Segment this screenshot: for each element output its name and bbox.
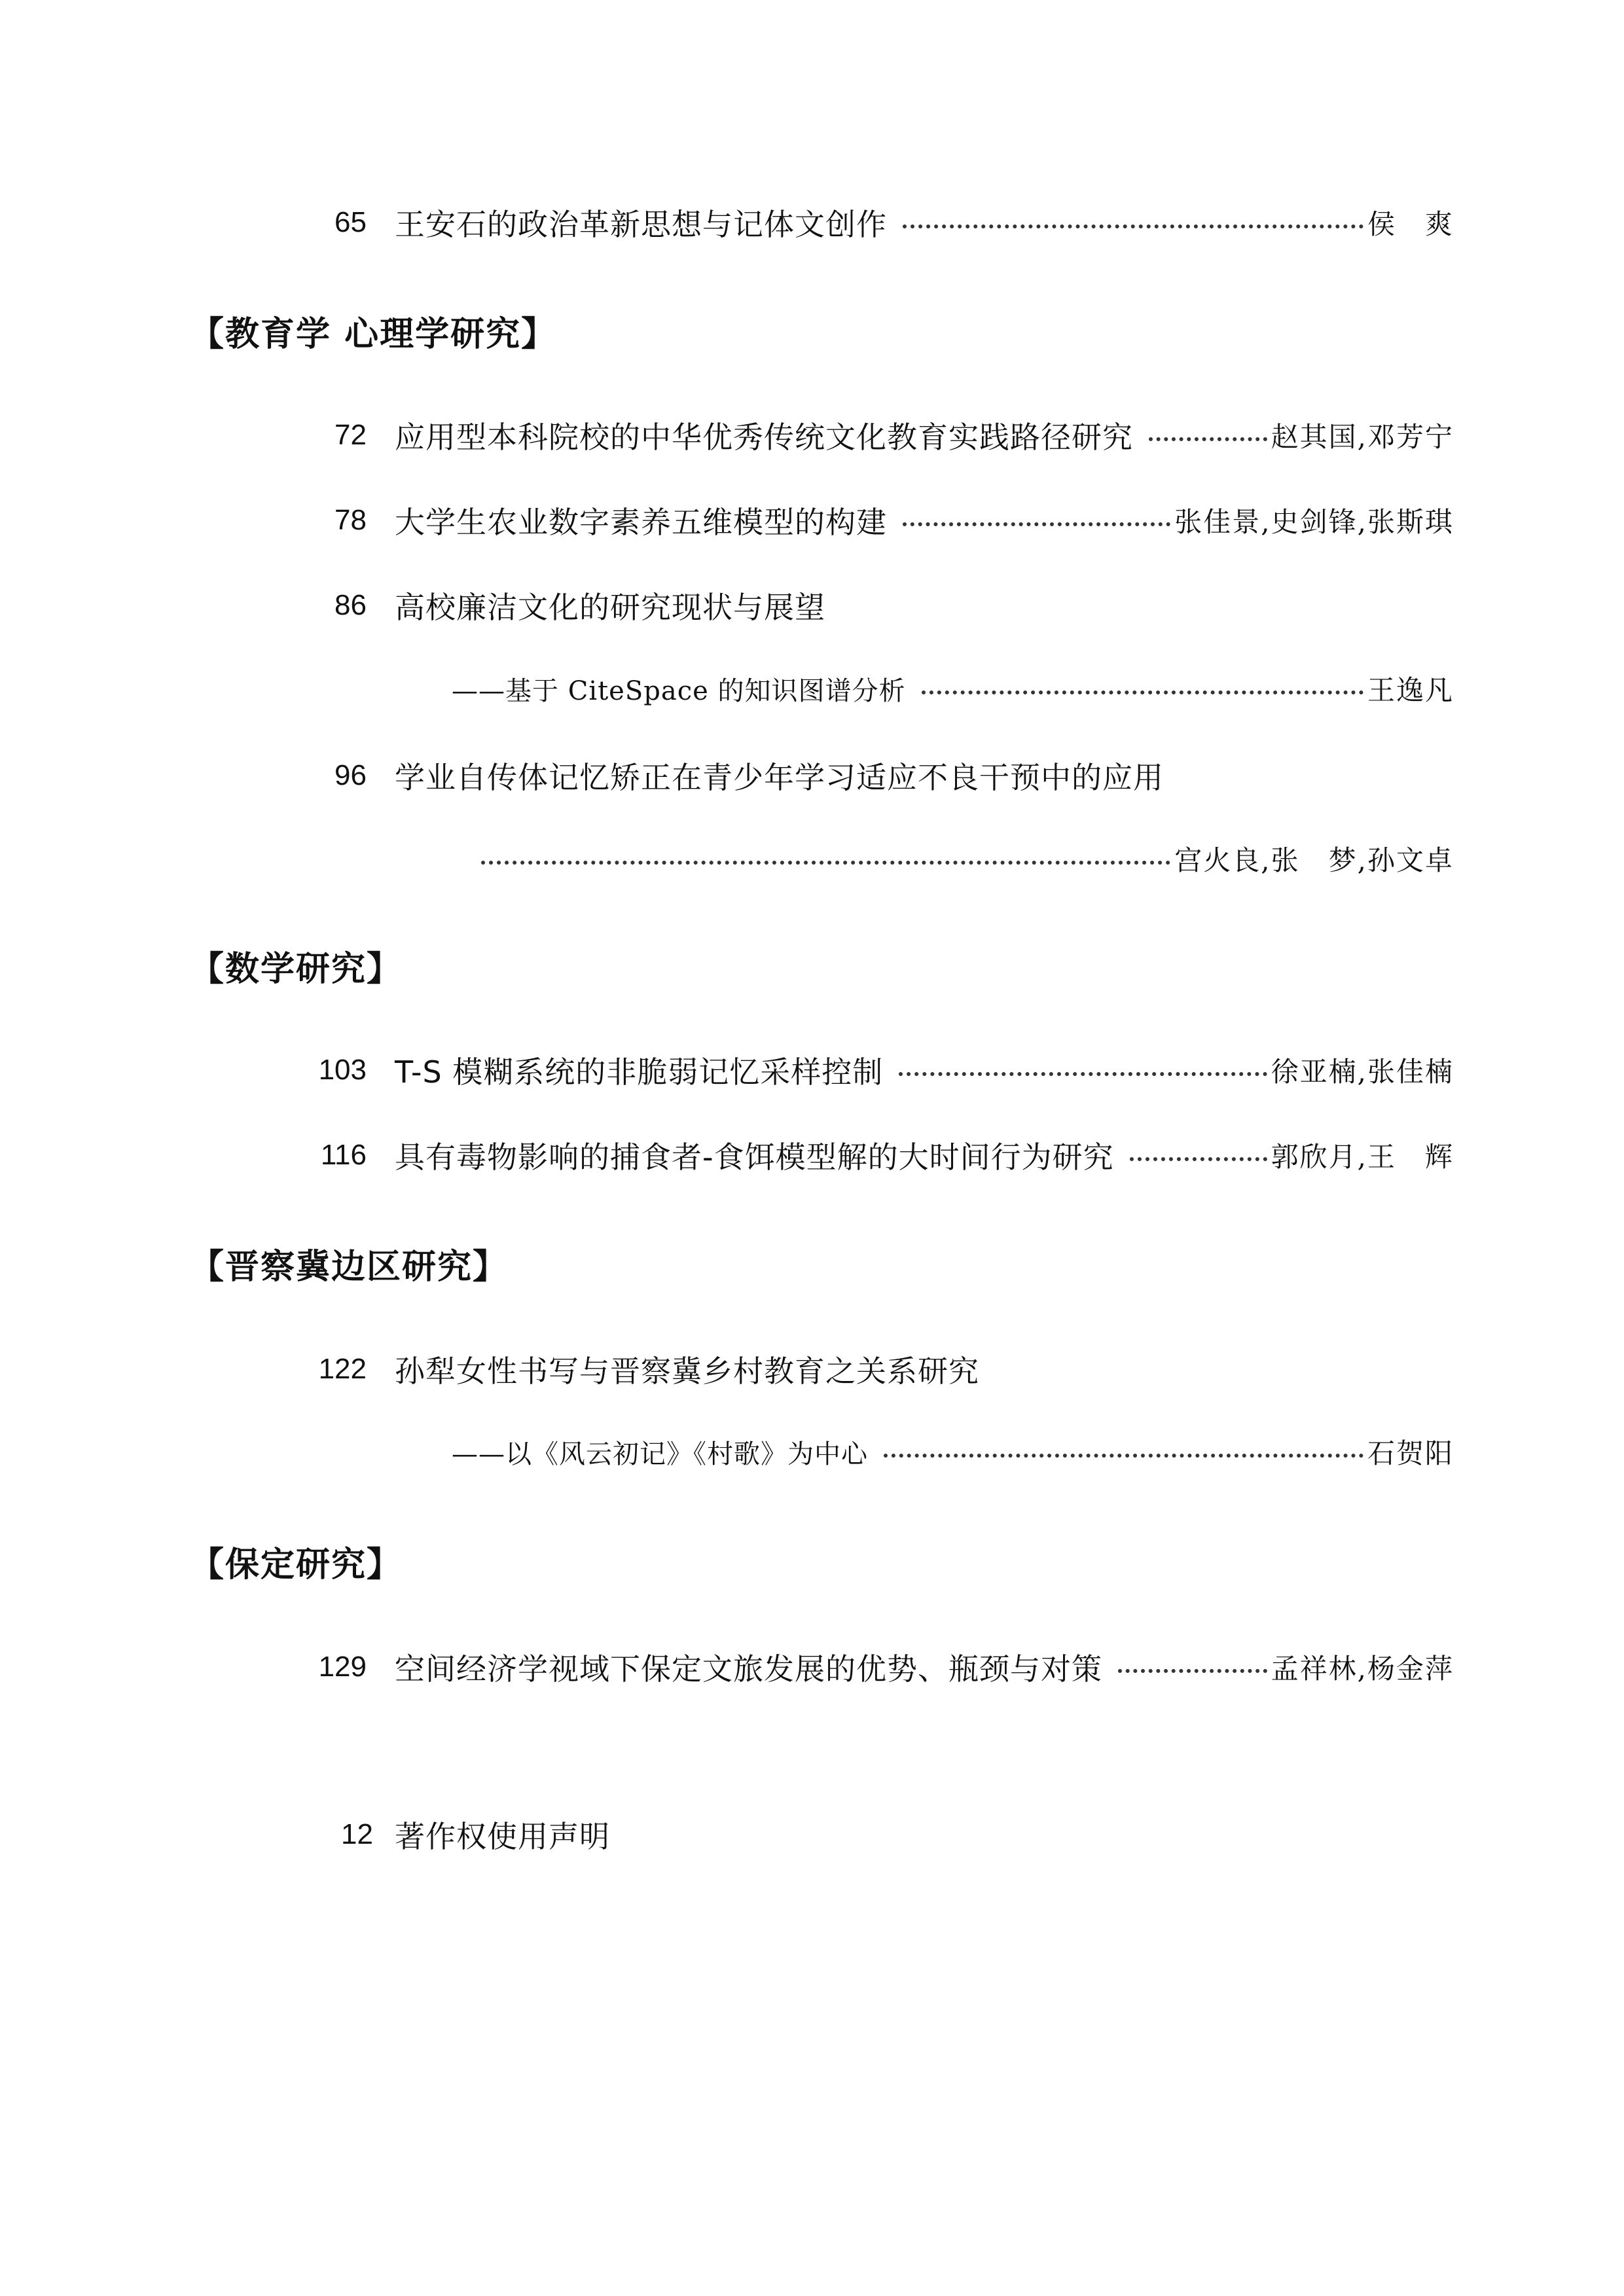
page-number: 96 — [334, 759, 367, 791]
dot-leader — [903, 522, 1170, 526]
toc-entry — [0, 1641, 1624, 1693]
article-title: 著作权使用声明 — [395, 1819, 610, 1854]
article-author: 石贺阳 — [1367, 1437, 1454, 1469]
section-heading-math — [0, 939, 1624, 992]
article-subtitle: ——基于 CiteSpace 的知识图谱分析 — [452, 675, 906, 706]
page-number: 12 — [341, 1818, 373, 1850]
dot-leader — [899, 1072, 1267, 1076]
page-number: 78 — [334, 504, 367, 536]
toc-entry-continuation — [0, 1426, 1624, 1478]
page-number: 129 — [318, 1651, 367, 1683]
section-heading-jinchaji — [0, 1237, 1624, 1289]
page-number: 72 — [334, 419, 367, 451]
article-title: 孙犁女性书写与晋察冀乡村教育之关系研究 — [395, 1354, 979, 1389]
dot-leader — [884, 1454, 1363, 1458]
toc-entry — [0, 1044, 1624, 1096]
toc-entry — [0, 579, 1624, 632]
article-subtitle: ——以《风云初记》《村歌》为中心 — [452, 1439, 868, 1469]
toc-entry — [0, 749, 1624, 802]
article-author: 宫火良,张 梦,孙文卓 — [1174, 844, 1454, 876]
section-heading-education — [0, 304, 1624, 357]
toc-entry — [0, 409, 1624, 461]
article-title: 空间经济学视域下保定文旅发展的优势、瓶颈与对策 — [395, 1651, 1102, 1687]
section-title: 【晋察冀边区研究】 — [190, 1247, 509, 1287]
dot-leader — [903, 224, 1363, 228]
article-title: 王安石的政治革新思想与记体文创作 — [395, 207, 887, 242]
section-title: 【数学研究】 — [190, 949, 403, 989]
page-number: 116 — [320, 1139, 367, 1171]
article-author: 赵其国,邓芳宁 — [1271, 421, 1454, 453]
article-title: 具有毒物影响的捕食者-食饵模型解的大时间行为研究 — [395, 1139, 1114, 1175]
toc-entry — [0, 1808, 1624, 1861]
article-title: 高校廉洁文化的研究现状与展望 — [395, 590, 825, 625]
article-title: 学业自传体记忆矫正在青少年学习适应不良干预中的应用 — [395, 760, 1164, 795]
page-number: 122 — [318, 1353, 367, 1385]
article-author: 侯 爽 — [1367, 208, 1454, 240]
toc-entry — [0, 196, 1624, 249]
toc-entry-continuation — [0, 662, 1624, 715]
page-number: 65 — [334, 206, 367, 238]
article-author: 徐亚楠,张佳楠 — [1271, 1056, 1454, 1088]
article-author: 张佳景,史剑锋,张斯琪 — [1174, 506, 1454, 538]
toc-entry — [0, 1129, 1624, 1181]
article-author: 王逸凡 — [1367, 674, 1454, 706]
article-author: 孟祥林,杨金萍 — [1271, 1653, 1454, 1685]
section-title: 【保定研究】 — [190, 1545, 403, 1585]
toc-entry — [0, 1343, 1624, 1395]
article-title: 大学生农业数字素养五维模型的构建 — [395, 505, 887, 540]
toc-entry — [0, 494, 1624, 547]
dot-leader — [1130, 1157, 1267, 1161]
dot-leader — [922, 691, 1363, 694]
dot-leader — [1149, 437, 1267, 441]
page-number: 86 — [334, 589, 367, 621]
page-number: 103 — [318, 1054, 367, 1086]
article-title: T-S 模糊系统的非脆弱记忆采样控制 — [395, 1054, 884, 1090]
section-title: 【教育学 心理学研究】 — [190, 314, 557, 354]
toc-entry-continuation — [0, 833, 1624, 885]
dot-leader — [1118, 1669, 1267, 1673]
article-title: 应用型本科院校的中华优秀传统文化教育实践路径研究 — [395, 420, 1133, 455]
article-author: 郭欣月,王 辉 — [1271, 1141, 1454, 1173]
dot-leader — [481, 861, 1170, 865]
section-heading-baoding — [0, 1535, 1624, 1587]
